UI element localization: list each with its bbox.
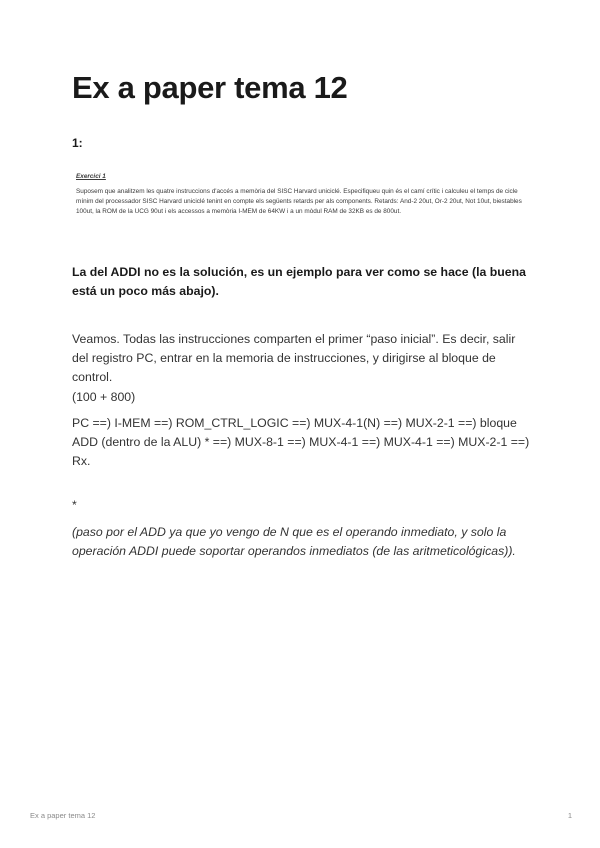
bold-note: La del ADDI no es la solución, es un ejemplo para ver como se hace (la buena está un poco más abajo). (72, 265, 526, 298)
exercise-heading: Exercici 1 (76, 173, 106, 180)
exercise-body: Suposem que analitzem les quatre instruccions d'accés a memòria del SISC Harvard uniciclé. Especifiqueu quin és el camí crític i calculeu el temps de cicle mínim del processador SISC Harvard uniciclé tenint en compte els següents retards per als components. Retards: And-2 20ut, Or-2 20ut, Not 10ut, biestables 100ut, la ROM de la UCG 90ut i els accessos a memòria I-MEM de 64KW i a un mòdul RAM de 32KB es de 800ut. (76, 188, 522, 215)
footer-title: Ex a paper tema 12 (30, 811, 96, 820)
intro-paragraph: Veamos. Todas las instrucciones comparten el primer “paso inicial”. Es decir, salir del registro PC, entrar en la memoria de instrucciones, y dirigirse al bloque de control. (72, 332, 516, 384)
page-title: Ex a paper tema 12 (72, 70, 348, 105)
footnote-paragraph: (paso por el ADD ya que yo vengo de N que es el operando inmediato, y solo la operación ADDI puede soportar operandos inmediatos (de las aritmeticológicas)). (72, 525, 516, 558)
sum-paragraph: (100 + 800) (72, 390, 136, 404)
asterisk-marker: * (72, 498, 77, 512)
path-paragraph: PC ==) I-MEM ==) ROM_CTRL_LOGIC ==) MUX-4-1(N) ==) MUX-2-1 ==) bloque ADD (dentro de la ALU) * ==) MUX-8-1 ==) MUX-4-1 ==) MUX-4-1 ==) MUX-2-1 ==) Rx. (72, 416, 530, 468)
section-label: 1: (72, 136, 83, 150)
exercise-excerpt-image (76, 172, 526, 217)
footer-page-number: 1 (567, 811, 572, 820)
